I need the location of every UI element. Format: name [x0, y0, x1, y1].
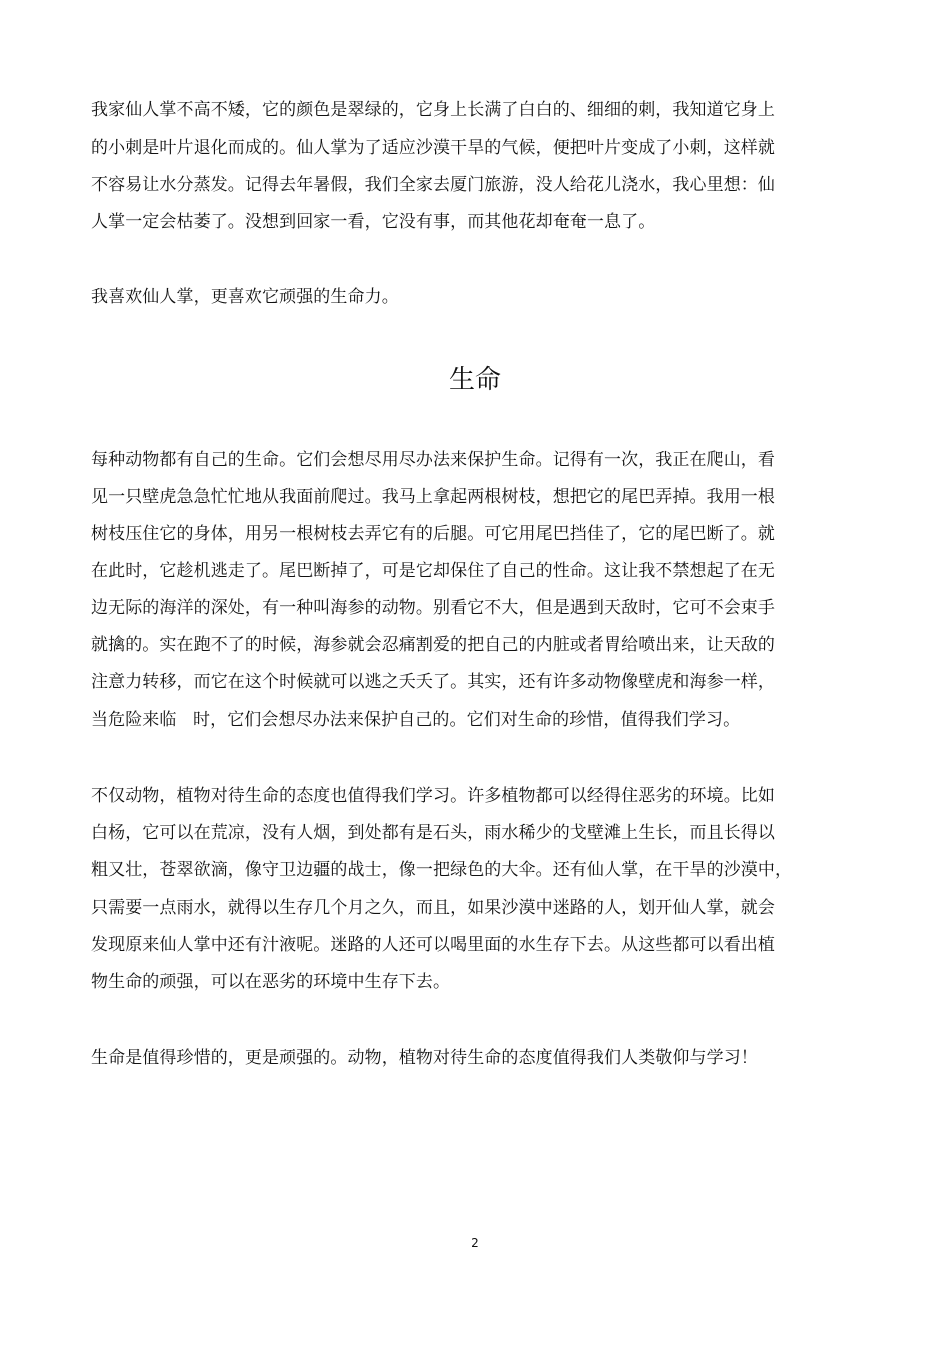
text-line: 就擒的。实在跑不了的时候，海参就会忍痛割爱的把自己的内脏或者胃给喷出来，让天敌的 [91, 635, 775, 655]
text-line: 只需要一点雨水，就得以生存几个月之久，而且，如果沙漠中迷路的人，划开仙人掌，就会 [91, 898, 775, 918]
text-line: 粗又壮，苍翠欲滴，像守卫边疆的战士，像一把绿色的大伞。还有仙人掌，在干旱的沙漠中， [91, 860, 793, 880]
text-line: 注意力转移，而它在这个时候就可以逃之夭夭了。其实，还有许多动物像壁虎和海参一样， [91, 672, 775, 692]
text-line: 物生命的顽强，可以在恶劣的环境中生存下去。 [91, 972, 451, 992]
text-line: 的小刺是叶片退化而成的。仙人掌为了适应沙漠干旱的气候，便把叶片变成了小刺，这样就 [91, 138, 775, 158]
text-line: 白杨，它可以在荒凉，没有人烟，到处都有是石头，雨水稀少的戈壁滩上生长，而且长得以 [91, 823, 775, 843]
text-line: 我家仙人掌不高不矮，它的颜色是翠绿的，它身上长满了白白的、细细的刺，我知道它身上 [91, 100, 775, 120]
text-line: 人掌一定会枯萎了。没想到回家一看，它没有事，而其他花却奄奄一息了。 [91, 212, 656, 232]
text-line: 不容易让水分蒸发。记得去年暑假，我们全家去厦门旅游，没人给花儿浇水，我心里想：仙 [91, 175, 775, 195]
text-line: 当危险来临 时，它们会想尽办法来保护自己的。它们对生命的珍惜，值得我们学习。 [91, 710, 741, 730]
text-line: 树枝压住它的身体，用另一根树枝去弄它有的后腿。可它用尾巴挡佳了，它的尾巴断了。就 [91, 524, 775, 544]
text-line: 发现原来仙人掌中还有汁液呢。迷路的人还可以喝里面的水生存下去。从这些都可以看出植 [91, 935, 775, 955]
text-line: 生命是值得珍惜的，更是顽强的。动物，植物对待生命的态度值得我们人类敬仰与学习！ [91, 1048, 758, 1068]
text-line: 见一只壁虎急急忙忙地从我面前爬过。我马上拿起两根树枝，想把它的尾巴弄掉。我用一根 [91, 487, 775, 507]
text-line: 边无际的海洋的深处，有一种叫海参的动物。别看它不大，但是遇到天敌时，它可不会束手 [91, 598, 775, 618]
text-line: 每种动物都有自己的生命。它们会想尽用尽办法来保护生命。记得有一次，我正在爬山，看 [91, 450, 775, 470]
page-number: 2 [471, 1236, 479, 1250]
text-line: 我喜欢仙人掌，更喜欢它顽强的生命力。 [91, 287, 399, 307]
text-line: 不仅动物，植物对待生命的态度也值得我们学习。许多植物都可以经得住恶劣的环境。比如 [91, 786, 775, 806]
article-title: 生命 [448, 365, 501, 395]
text-line: 在此时，它趁机逃走了。尾巴断掉了，可是它却保住了自己的性命。这让我不禁想起了在无 [91, 561, 775, 581]
